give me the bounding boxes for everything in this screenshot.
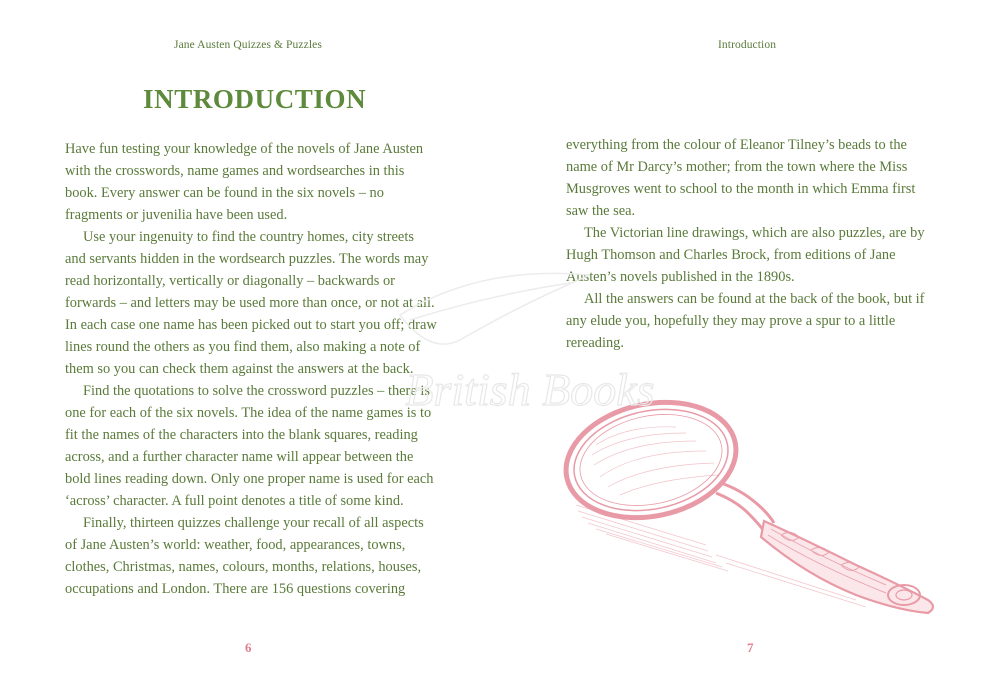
left-page-number: 6	[245, 640, 252, 655]
left-running-head: Jane Austen Quizzes & Puzzles	[174, 39, 322, 51]
quill-icon	[400, 273, 590, 344]
paragraph: All the answers can be found at the back of the book, but if any elude you, hopefully they may prove a spur to a little rereading.	[566, 291, 925, 351]
right-page-number: 7	[747, 640, 754, 655]
paragraph: Finally, thirteen quizzes challenge your recall of all aspects of Jane Austen’s world: weather, food, appearances, towns, clothes, Christmas, names, colours, months, relations, houses, occupations and London. There are 156 questions covering	[65, 515, 424, 597]
paragraph: Have fun testing your knowledge of the novels of Jane Austen with the crosswords, name games and wordsearches in this book. Every answer can be found in the six novels – no fragments or juvenilia have been used.	[65, 141, 424, 223]
paragraph: Use your ingenuity to find the country homes, city streets and servants hidden in the wordsearch puzzles. The words may read horizontally, vertically or diagonally – backwards or forwards – and letters may be used more than once, or not at all. In each case one name has been picked out to start you off; draw lines round the others as you find them, also making a note of them so you can check them against the answers at the back.	[65, 229, 437, 377]
watermark-text: British Books	[405, 364, 655, 415]
paragraph: The Victorian line drawings, which are also puzzles, are by Hugh Thomson and Charles Brock, from editions of Jane Austen’s novels published in the 1890s.	[566, 225, 925, 285]
right-running-head: Introduction	[718, 39, 777, 51]
paragraph: Find the quotations to solve the crossword puzzles – there is one for each of the six novels. The idea of the name games is to fit the names of the characters into the blank squares, reading across, and a further character name will appear between the bold lines reading down. Only one proper name is used for each ‘across’ character. A full point denotes a title of some kind.	[65, 383, 434, 509]
page-title: INTRODUCTION	[143, 84, 367, 114]
watermark	[340, 255, 720, 435]
paragraph: everything from the colour of Eleanor Tilney’s beads to the name of Mr Darcy’s mother; from the town where the Miss Musgroves went to school to the month in which Emma first saw the sea.	[566, 137, 916, 219]
